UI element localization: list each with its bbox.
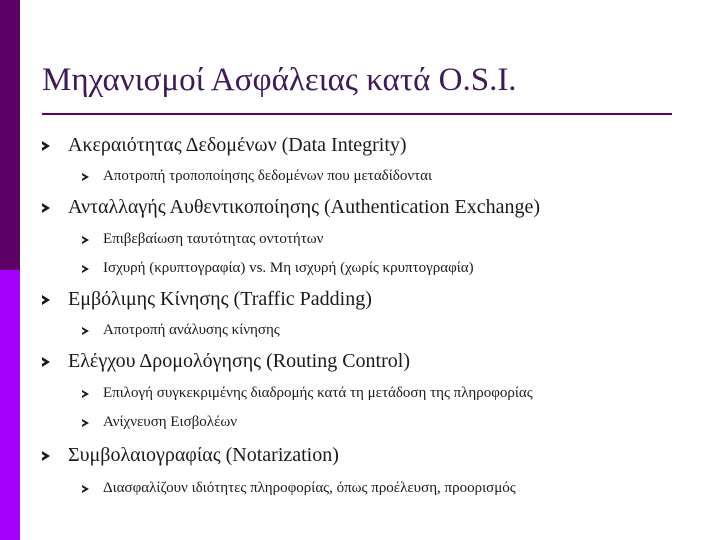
bullet-text: Επιλογή συγκεκριμένης διαδρομής κατά τη μετάδοση της πληροφορίας	[103, 385, 533, 401]
sub-bullet-item	[82, 260, 474, 277]
arrow-bullet-icon	[42, 451, 50, 461]
left-accent-bar-top	[0, 0, 20, 270]
sub-bullet-item	[82, 322, 280, 339]
arrow-bullet-icon	[82, 419, 89, 427]
arrow-bullet-icon	[82, 327, 89, 335]
arrow-bullet-icon	[82, 485, 89, 493]
bullet-text: Ανταλλαγής Αυθεντικοποίησης (Authentication Exchange)	[68, 196, 541, 218]
slide-title: Μηχανισμοί Ασφάλειας κατά O.S.I.	[42, 62, 517, 98]
arrow-bullet-icon	[82, 390, 89, 398]
arrow-bullet-icon	[82, 236, 89, 244]
title-underline	[42, 113, 672, 115]
bullet-text: Ανίχνευση Εισβολέων	[103, 414, 238, 430]
sub-bullet-item	[82, 414, 237, 431]
arrow-bullet-icon	[82, 173, 89, 181]
bullet-item	[42, 350, 410, 373]
bullet-text: Αποτροπή ανάλυσης κίνησης	[103, 322, 280, 338]
sub-bullet-item	[82, 385, 533, 402]
bullet-item	[42, 288, 372, 311]
bullet-text: Εμβόλιμης Κίνησης (Traffic Padding)	[68, 288, 372, 310]
arrow-bullet-icon	[42, 203, 50, 213]
left-accent-bar-bottom	[0, 270, 20, 540]
arrow-bullet-icon	[82, 265, 89, 273]
bullet-text: Ισχυρή (κρυπτογραφία) vs. Μη ισχυρή (χωρίς κρυπτογραφία)	[103, 260, 474, 276]
bullet-item	[42, 134, 407, 157]
sub-bullet-item	[82, 231, 323, 248]
bullet-text: Ακεραιότητας Δεδομένων (Data Integrity)	[68, 134, 407, 156]
bullet-text: Συμβολαιογραφίας (Notarization)	[68, 444, 339, 466]
bullet-item	[42, 444, 339, 467]
bullet-text: Αποτροπή τροποποίησης δεδομένων που μεταδίδονται	[103, 168, 433, 184]
sub-bullet-item	[82, 168, 432, 185]
bullet-text: Επιβεβαίωση ταυτότητας οντοτήτων	[103, 231, 324, 247]
sub-bullet-item	[82, 480, 516, 497]
bullet-text: Ελέγχου Δρομολόγησης (Routing Control)	[68, 350, 410, 372]
arrow-bullet-icon	[42, 295, 50, 305]
arrow-bullet-icon	[42, 141, 50, 151]
bullet-text: Διασφαλίζουν ιδιότητες πληροφορίας, όπως προέλευση, προορισμός	[103, 480, 516, 496]
bullet-item	[42, 196, 540, 219]
arrow-bullet-icon	[42, 357, 50, 367]
